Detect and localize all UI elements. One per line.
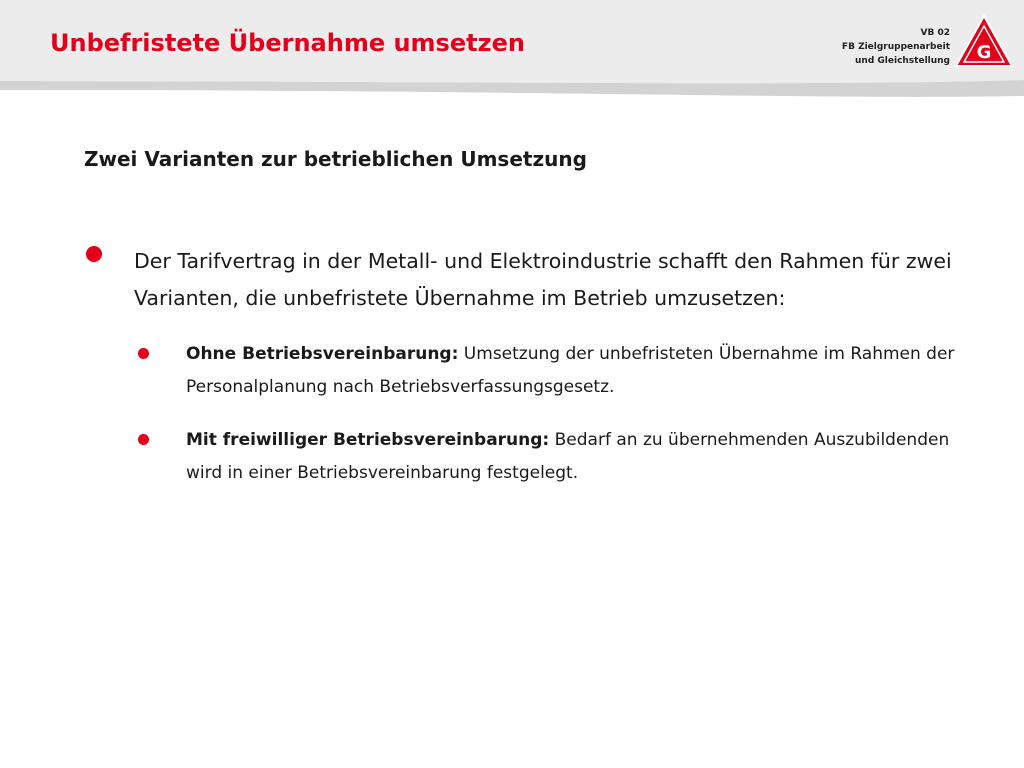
- sub-bullet-body: Umsetzung der unbefristeten Übernahme im Rahmen der Personalplanung nach Betriebsverfassungsgesetz.: [186, 344, 955, 397]
- svg-text:G: G: [976, 42, 992, 63]
- igm-logo: [954, 14, 1014, 68]
- department-line: FB Zielgruppenarbeit: [841, 42, 950, 52]
- sub-bullet-label: Mit freiwilliger Betriebsvereinbarung:: [186, 430, 550, 450]
- main-bullet-text: Der Tarifvertrag in der Metall- und Elektroindustrie schafft den Rahmen für zwei Varianten, die unbefristete Übernahme im Betrieb umzusetzen:: [134, 249, 952, 310]
- department-line: VB 02: [920, 28, 950, 38]
- sub-bullet-text: [186, 338, 976, 404]
- sub-bullet-body: Bedarf an zu übernehmenden Auszubildenden wird in einer Betriebsvereinbarung festgelegt.: [186, 430, 950, 483]
- department-line: und Gleichstellung: [855, 56, 950, 66]
- department-label: [842, 26, 950, 68]
- sub-bullet-dot-icon: [138, 348, 149, 359]
- sub-bullet-label: Ohne Betriebsvereinbarung:: [186, 344, 459, 364]
- bullet-dot-icon: [86, 246, 102, 262]
- slide-title: Unbefristete Übernahme umsetzen: [50, 29, 525, 57]
- sub-bullet-text: [186, 424, 976, 490]
- sub-bullet-dot-icon: [138, 434, 149, 445]
- section-heading: Zwei Varianten zur betrieblichen Umsetzung: [84, 147, 587, 171]
